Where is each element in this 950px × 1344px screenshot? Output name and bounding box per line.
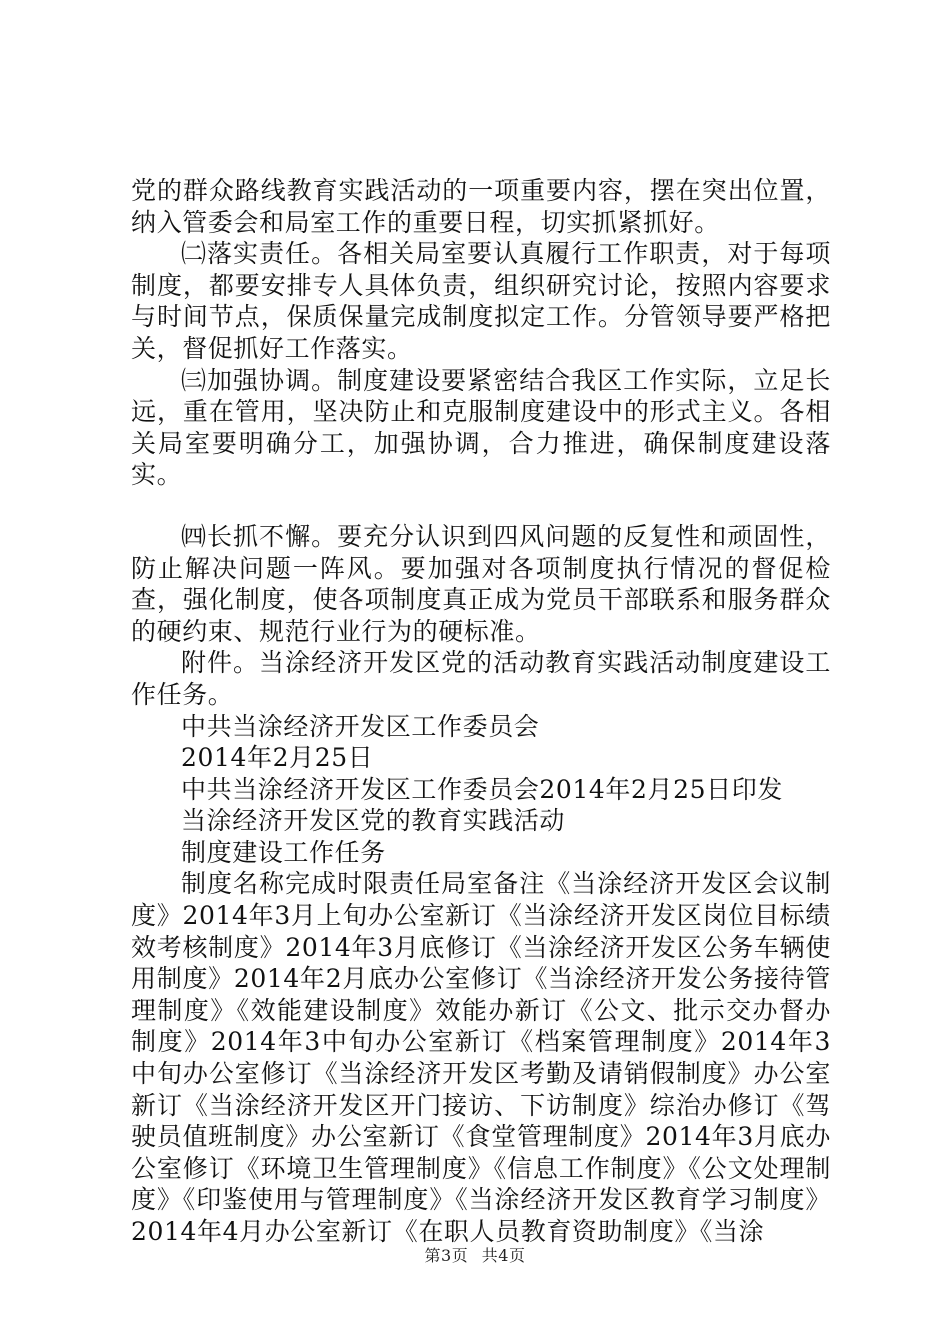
task-title-line-2: 制度建设工作任务 [181, 837, 386, 867]
paragraph-strengthen-coordination: ㈢加强协调。制度建设要紧密结合我区工作实际，立足长远，重在管用，坚决防止和克服制度建设中的形式主义。各相关局室要明确分工，加强协调，合力推进，确保制度建设落实。 [131, 365, 831, 490]
print-note: 中共当涂经济开发区工作委员会2014年2月25日印发 [181, 774, 783, 804]
task-title-line-1: 当涂经济开发区党的教育实践活动 [181, 806, 566, 836]
paragraph-task-list: 制度名称完成时限责任局室备注《当涂经济开发区会议制度》2014年3月上旬办公室新订《当涂经济开发区岗位目标绩效考核制度》2014年3月底修订《当涂经济开发区公务车辆使用制度》2014年2月底办公室修订《当涂经济开发公务接待管理制度》《效能建设制度》效能办新订《公文、批示交办督办制度》2014年3中旬办公室新订《档案管理制度》2014年3中旬办公室修订《当涂经济开发区考勤及请销假制度》办公室新订《当涂经济开发区开门接访、下访制度》综治办修订《驾驶员值班制度》办公室新订《食堂管理制度》2014年3月底办公室修订《环境卫生管理制度》《信息工作制度》《公文处理制度》《印鉴使用与管理制度》《当涂经济开发区教育学习制度》2014年4月办公室新订《在职人员教育资助制度》《当涂 [131, 869, 831, 1246]
issue-date: 2014年2月25日 [181, 743, 374, 773]
page-total: 共4页 [481, 1246, 526, 1265]
page-footer [0, 1246, 950, 1266]
page-number: 第3页 [424, 1246, 469, 1265]
paragraph-persistence: ㈣长抓不懈。要充分认识到四风问题的反复性和顽固性，防止解决问题一阵风。要加强对各项制度执行情况的督促检查，强化制度，使各项制度真正成为党员干部联系和服务群众的硬约束、规范行业行为的硬标准。 [131, 521, 831, 646]
document-body [131, 175, 831, 1248]
paragraph-attachment: 附件。当涂经济开发区党的活动教育实践活动制度建设工作任务。 [131, 648, 831, 709]
paragraph-implement-responsibility: ㈡落实责任。各相关局室要认真履行工作职责，对于每项制度，都要安排专人具体负责，组织研究讨论，按照内容要求与时间节点，保质保量完成制度拟定工作。分管领导要严格把关，督促抓好工作落实。 [131, 239, 831, 363]
issuer-name: 中共当涂经济开发区工作委员会 [181, 711, 540, 741]
paragraph-continuation: 党的群众路线教育实践活动的一项重要内容，摆在突出位置，纳入管委会和局室工作的重要日程，切实抓紧抓好。 [131, 176, 831, 237]
